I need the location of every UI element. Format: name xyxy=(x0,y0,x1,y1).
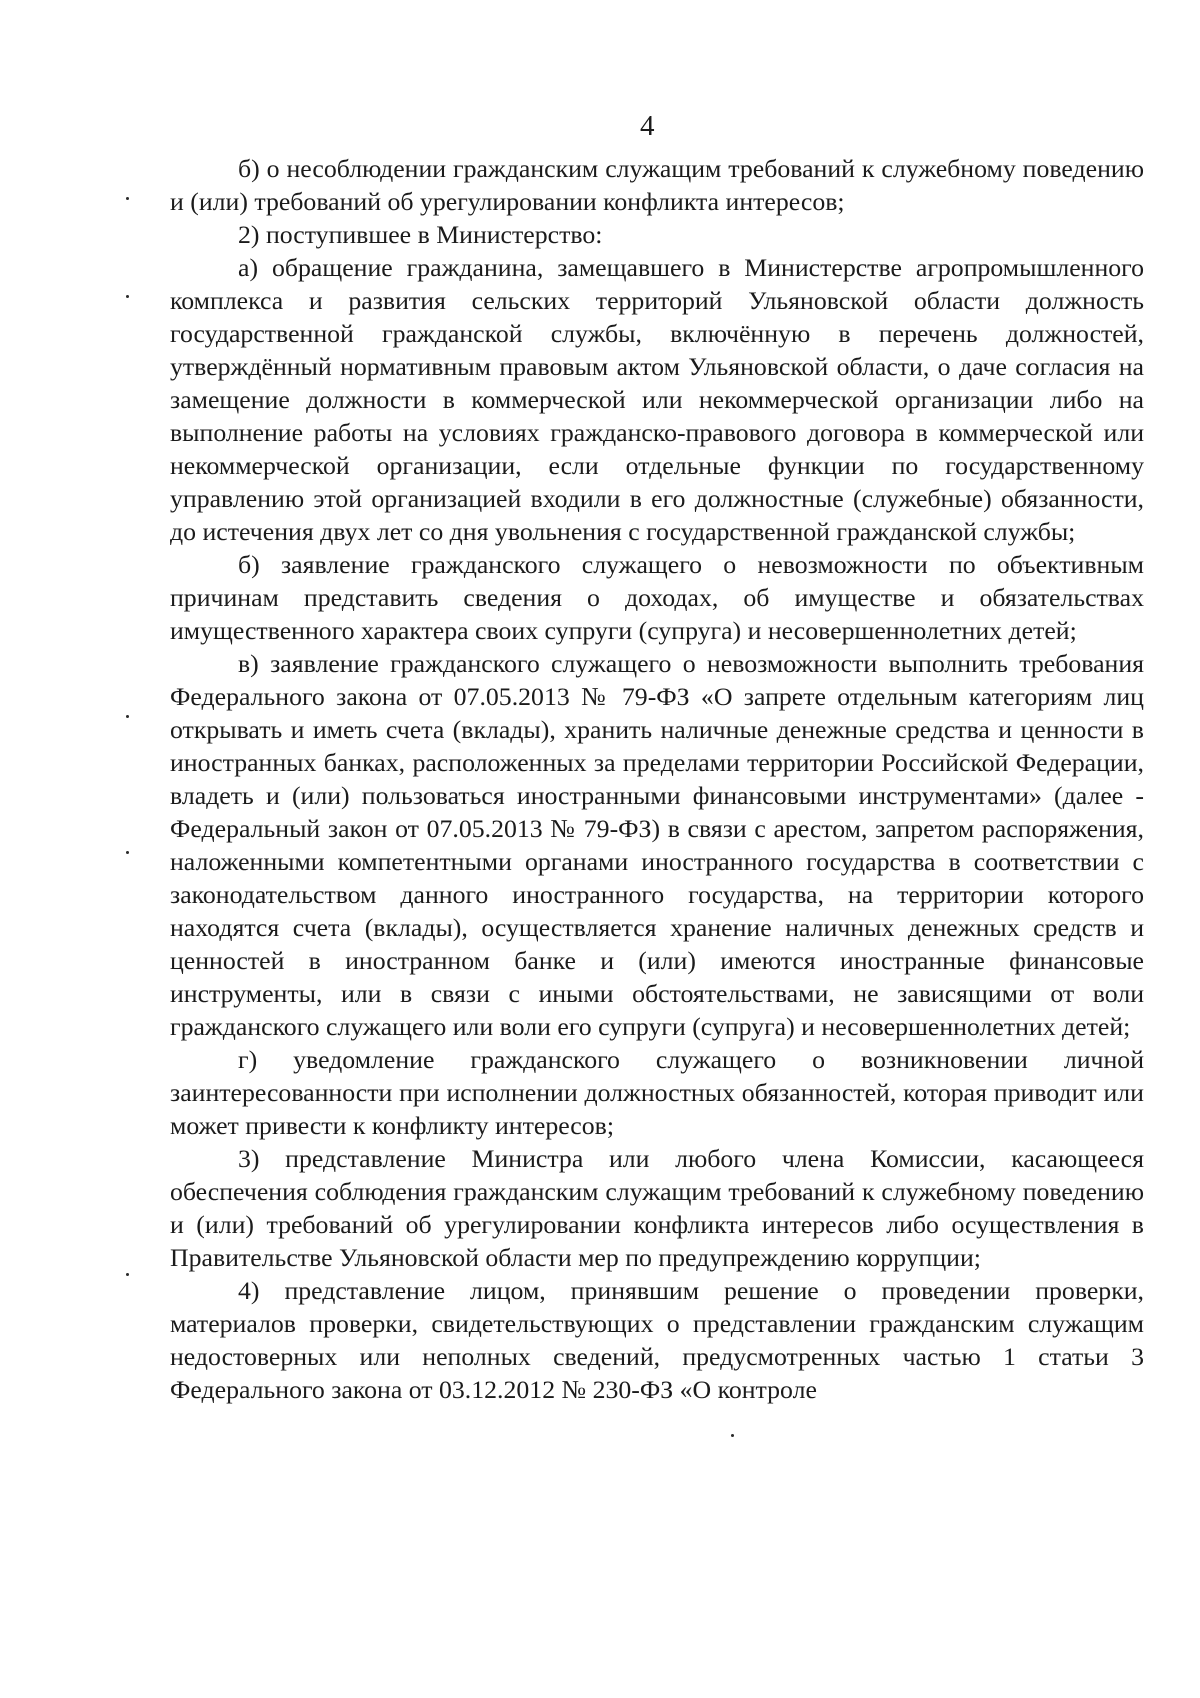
paragraph-g-notification: г) уведомление гражданского служащего о возникновении личной заинтересованности при исполнении должностных обязанностей, которая приводит или может привести к конфликту интересов; xyxy=(170,1045,1144,1140)
scan-speck xyxy=(126,197,129,200)
paragraph-a-appeal: а) обращение гражданина, замещавшего в Министерстве агропромышленного комплекса и развития сельских территорий Ульяновской области должность государственной гражданской службы, включённую в перечень должностей, утверждённый нормативным правовым актом Ульяновской области, о даче согласия на замещение должности в коммерческой или некоммерческой организации либо на выполнение работы на условиях гражданско-правового договора в коммерческой или некоммерческой организации, если отдельные функции по государственному управлению этой организацией входили в его должностные (служебные) обязанности, до истечения двух лет со дня увольнения с государственной гражданской службы; xyxy=(170,253,1144,546)
document-body xyxy=(170,152,1144,1406)
paragraph-b-statement: б) заявление гражданского служащего о невозможности по объективным причинам представить сведения о доходах, об имуществе и обязательствах имущественного характера своих супруги (супруга) и несовершеннолетних детей; xyxy=(170,550,1144,645)
paragraph-4-submission: 4) представление лицом, принявшим решение о проведении проверки, материалов проверки, свидетельствующих о представлении гражданским служащим недостоверных или неполных сведений, предусмотренных частью 1 статьи 3 Федерального закона от 03.12.2012 № 230-ФЗ «О контроле xyxy=(170,1276,1144,1404)
paragraph-v-statement: в) заявление гражданского служащего о невозможности выполнить требования Федерального закона от 07.05.2013 № 79-ФЗ «О запрете отдельным категориям лиц открывать и иметь счета (вклады), хранить наличные денежные средства и ценности в иностранных банках, расположенных за пределами территории Российской Федерации, владеть и (или) пользоваться иностранными финансовыми инструментами» (далее - Федеральный закон от 07.05.2013 № 79-ФЗ) в связи с арестом, запретом распоряжения, наложенными компетентными органами иностранного государства в соответствии с законодательством данного иностранного государства, на территории которого находятся счета (вклады), осуществляется хранение наличных денежных средств и ценностей в иностранном банке и (или) имеются иностранные финансовые инструменты, или в связи с иными обстоятельствами, не зависящими от воли гражданского служащего или воли его супруги (супруга) и несовершеннолетних детей; xyxy=(170,649,1144,1041)
scan-speck xyxy=(126,1273,129,1276)
scan-speck xyxy=(731,1434,734,1437)
scan-speck xyxy=(126,715,129,718)
paragraph-3-submission: 3) представление Министра или любого члена Комиссии, касающееся обеспечения соблюдения гражданским служащим требований к служебному поведению и (или) требований об урегулировании конфликта интересов либо осуществления в Правительстве Ульяновской области мер по предупреждению коррупции; xyxy=(170,1144,1144,1272)
page-number: 4 xyxy=(640,110,655,142)
scan-speck xyxy=(126,295,129,298)
scan-speck xyxy=(126,851,129,854)
paragraph-b-nonobservance: б) о несоблюдении гражданским служащим требований к служебному поведению и (или) требований об урегулировании конфликта интересов; xyxy=(170,154,1144,216)
paragraph-2-received: 2) поступившее в Министерство: xyxy=(238,220,603,249)
